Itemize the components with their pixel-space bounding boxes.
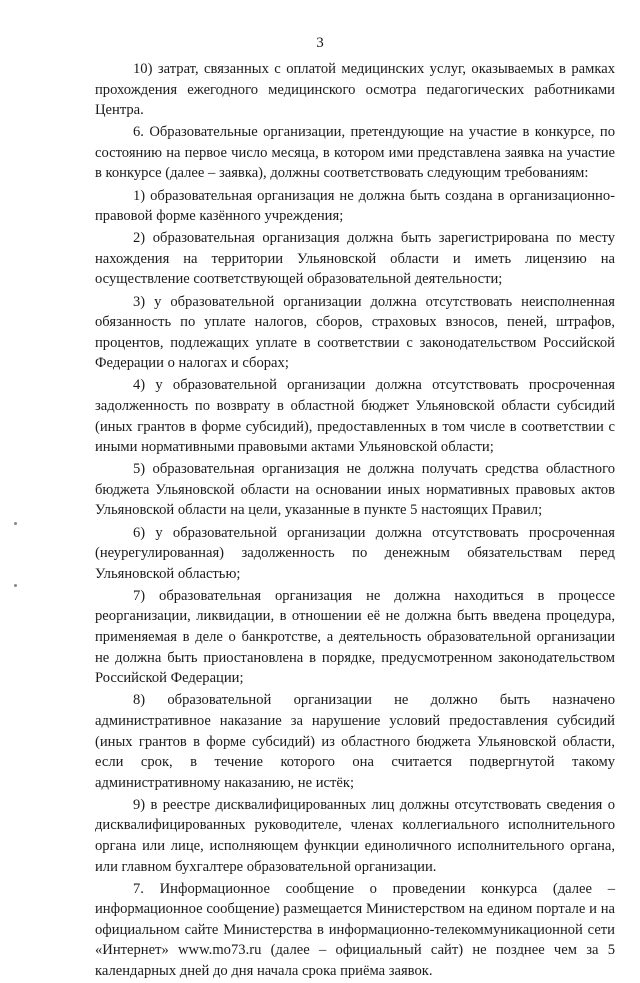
page-number: 3 [316,35,324,51]
paragraph-requirement-1: 1) образовательная организация не должна быть создана в организационно-правовой форме казённого учреждения; [95,187,615,225]
document-body [95,59,615,983]
paragraph-requirement-4: 4) у образовательной организации должна отсутствовать просроченная задолженность по возврату в областной бюджет Ульяновской области субсидий (иных грантов в форме субсидий), предоставленных в том числе в соответствии с иными нормативными правовыми актами Ульяновской области; [95,377,615,456]
paragraph-clause-7: 7. Информационное сообщение о проведении конкурса (далее – информационное сообщение) размещается Министерством на едином портале и на официальном сайте Министерства в информационно-телекоммуникационной сети «Интернет» www.mo73.ru (далее – официальный сайт) не позднее чем за 5 календарных дней до дня начала срока приёма заявок. [95,880,615,980]
paragraph-clause-6: 6. Образовательные организации, претендующие на участие в конкурсе, по состоянию на первое число месяца, в котором ими представлена заявка на участие в конкурсе (далее – заявка), должны соответствовать следующим требованиям: [95,124,615,182]
paragraph-requirement-7: 7) образовательная организация не должна находиться в процессе реорганизации, ликвидации, в отношении её не должна быть введена процедура, применяемая в деле о банкротстве, а деятельность образовательной организации не должна быть приостановлена в порядке, предусмотренном законодательством Российской Федерации; [95,587,615,687]
paragraph-requirement-5: 5) образовательная организация не должна получать средства областного бюджета Ульяновской области на основании иных нормативных правовых актов Ульяновской области на цели, указанные в пункте 5 настоящих Правил; [95,461,615,519]
paragraph-item-10: 10) затрат, связанных с оплатой медицинских услуг, оказываемых в рамках прохождения ежегодного медицинского осмотра педагогических работниками Центра. [95,61,615,119]
paragraph-requirement-6: 6) у образовательной организации должна отсутствовать просроченная (неурегулированная) задолженность по денежным обязательствам перед Ульяновской областью; [95,524,615,582]
paragraph-requirement-8: 8) образовательной организации не должно быть назначено административное наказание за нарушение условий предоставления субсидий (иных грантов в форме субсидий) из областного бюджета Ульяновской области, если срок, в течение которого она считается подвергнутой такому административному наказанию, не истёк; [95,692,615,791]
margin-dot-mark [14,584,17,587]
paragraph-requirement-2: 2) образовательная организация должна быть зарегистрирована по месту нахождения на территории Ульяновской области и иметь лицензию на осуществление соответствующей образовательной деятельности; [95,230,615,288]
paragraph-requirement-9: 9) в реестре дисквалифицированных лиц должны отсутствовать сведения о дисквалифицированных руководителе, членах коллегиального исполнительного органа или лице, исполняющем функции единоличного исполнительного органа, или главном бухгалтере образовательной организации. [95,796,615,875]
margin-dot-mark [14,522,17,525]
paragraph-requirement-3: 3) у образовательной организации должна отсутствовать неисполненная обязанность по уплате налогов, сборов, страховых взносов, пеней, штрафов, процентов, подлежащих уплате в соответствии с законодательством Российской Федерации о налогах и сборах; [95,293,615,372]
